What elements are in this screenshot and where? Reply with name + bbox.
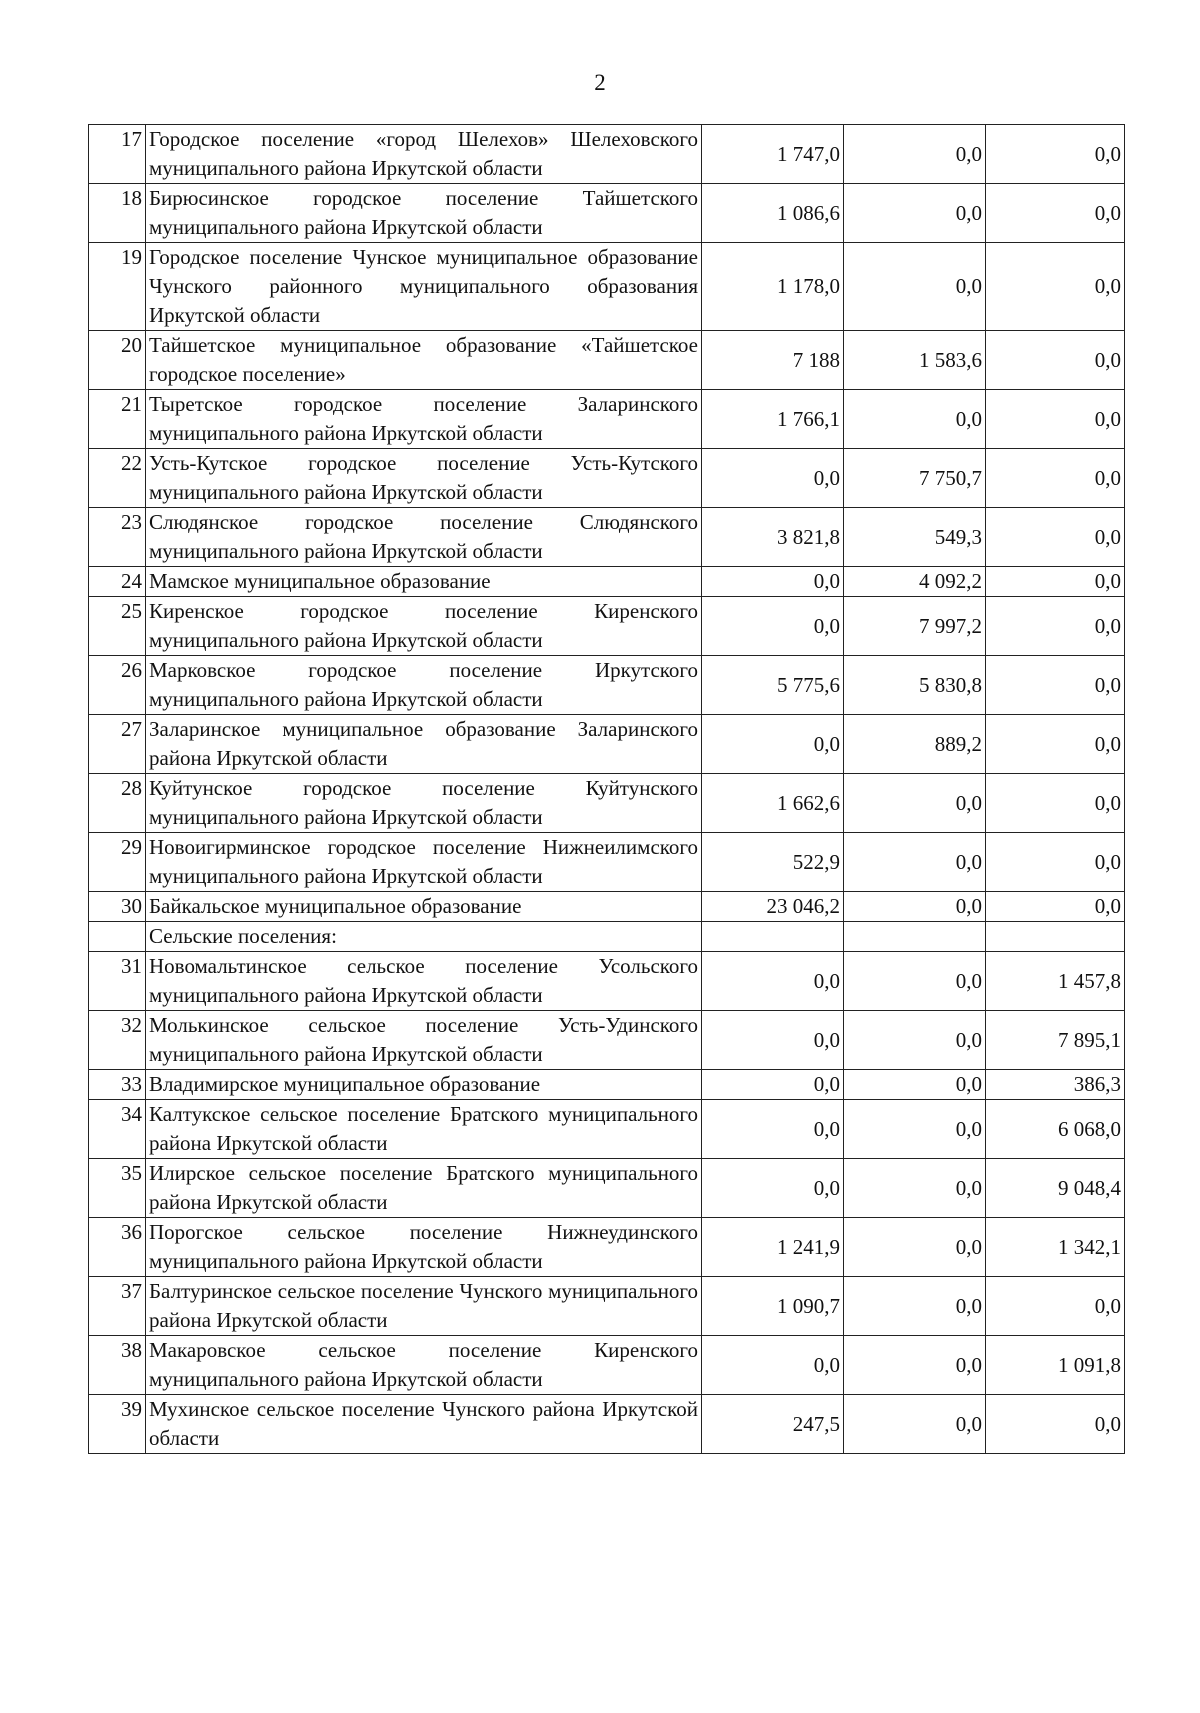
settlement-name: Порогское сельское поселение Нижнеудинского муниципального района Иркутской области	[146, 1218, 702, 1277]
table-row	[89, 1218, 1125, 1277]
value-col-1: 1 241,9	[702, 1218, 844, 1277]
value-col-3: 1 342,1	[986, 1218, 1125, 1277]
settlement-name: Усть-Кутское городское поселение Усть-Кутского муниципального района Иркутской области	[146, 449, 702, 508]
settlement-name: Байкальское муниципальное образование	[146, 892, 702, 922]
value-col-1: 0,0	[702, 567, 844, 597]
value-col-1: 0,0	[702, 449, 844, 508]
row-number: 28	[89, 774, 146, 833]
row-number: 31	[89, 952, 146, 1011]
table-row	[89, 1159, 1125, 1218]
table-row	[89, 1395, 1125, 1454]
value-col-3: 0,0	[986, 567, 1125, 597]
section-num-cell	[89, 922, 146, 952]
value-col-2: 0,0	[844, 184, 986, 243]
table-row	[89, 125, 1125, 184]
value-col-1: 0,0	[702, 1070, 844, 1100]
settlement-name: Слюдянское городское поселение Слюдянского муниципального района Иркутской области	[146, 508, 702, 567]
table-row	[89, 597, 1125, 656]
value-col-1: 1 747,0	[702, 125, 844, 184]
value-col-3: 9 048,4	[986, 1159, 1125, 1218]
row-number: 20	[89, 331, 146, 390]
settlement-name: Тыретское городское поселение Заларинского муниципального района Иркутской области	[146, 390, 702, 449]
settlement-name: Куйтунское городское поселение Куйтунского муниципального района Иркутской области	[146, 774, 702, 833]
settlement-name: Мамское муниципальное образование	[146, 567, 702, 597]
table-row	[89, 715, 1125, 774]
allocation-table	[88, 124, 1125, 1454]
row-number: 29	[89, 833, 146, 892]
row-number: 30	[89, 892, 146, 922]
value-col-1: 3 821,8	[702, 508, 844, 567]
value-col-1: 0,0	[702, 1100, 844, 1159]
value-col-1: 0,0	[702, 1336, 844, 1395]
value-col-2: 0,0	[844, 1277, 986, 1336]
value-col-2: 7 997,2	[844, 597, 986, 656]
value-col-2: 4 092,2	[844, 567, 986, 597]
value-col-1: 0,0	[702, 715, 844, 774]
value-col-3: 0,0	[986, 390, 1125, 449]
value-col-2: 0,0	[844, 1011, 986, 1070]
settlement-name: Марковское городское поселение Иркутского муниципального района Иркутской области	[146, 656, 702, 715]
settlement-name: Молькинское сельское поселение Усть-Удинского муниципального района Иркутской области	[146, 1011, 702, 1070]
table-row	[89, 331, 1125, 390]
value-col-3: 0,0	[986, 715, 1125, 774]
value-col-2: 0,0	[844, 1336, 986, 1395]
value-col-1: 0,0	[702, 1159, 844, 1218]
section-empty-cell	[702, 922, 844, 952]
value-col-3: 0,0	[986, 1395, 1125, 1454]
section-empty-cell	[986, 922, 1125, 952]
table-row	[89, 1100, 1125, 1159]
value-col-2: 1 583,6	[844, 331, 986, 390]
table-row	[89, 833, 1125, 892]
settlement-name: Балтуринское сельское поселение Чунского муниципального района Иркутской области	[146, 1277, 702, 1336]
row-number: 39	[89, 1395, 146, 1454]
row-number: 22	[89, 449, 146, 508]
value-col-2: 0,0	[844, 833, 986, 892]
table-row	[89, 1070, 1125, 1100]
settlement-name: Калтукское сельское поселение Братского муниципального района Иркутской области	[146, 1100, 702, 1159]
row-number: 35	[89, 1159, 146, 1218]
settlement-name: Макаровское сельское поселение Киренского муниципального района Иркутской области	[146, 1336, 702, 1395]
table-row	[89, 184, 1125, 243]
table-row	[89, 243, 1125, 331]
row-number: 36	[89, 1218, 146, 1277]
row-number: 18	[89, 184, 146, 243]
settlement-name: Заларинское муниципальное образование Заларинского района Иркутской области	[146, 715, 702, 774]
value-col-3: 0,0	[986, 774, 1125, 833]
value-col-3: 0,0	[986, 892, 1125, 922]
row-number: 37	[89, 1277, 146, 1336]
value-col-1: 1 090,7	[702, 1277, 844, 1336]
row-number: 38	[89, 1336, 146, 1395]
value-col-2: 0,0	[844, 1070, 986, 1100]
page-number: 2	[594, 70, 606, 95]
value-col-3: 0,0	[986, 243, 1125, 331]
settlement-name: Киренское городское поселение Киренского муниципального района Иркутской области	[146, 597, 702, 656]
value-col-3: 0,0	[986, 184, 1125, 243]
value-col-2: 0,0	[844, 1100, 986, 1159]
row-number: 24	[89, 567, 146, 597]
value-col-3: 0,0	[986, 125, 1125, 184]
value-col-1: 23 046,2	[702, 892, 844, 922]
table-row	[89, 508, 1125, 567]
row-number: 34	[89, 1100, 146, 1159]
table-row	[89, 1011, 1125, 1070]
section-label: Сельские поселения:	[146, 922, 702, 952]
value-col-3: 0,0	[986, 1277, 1125, 1336]
rural-section-header	[89, 922, 1125, 952]
settlement-name: Бирюсинское городское поселение Тайшетского муниципального района Иркутской области	[146, 184, 702, 243]
value-col-3: 1 457,8	[986, 952, 1125, 1011]
value-col-1: 1 086,6	[702, 184, 844, 243]
value-col-3: 6 068,0	[986, 1100, 1125, 1159]
urban-settlements-body	[89, 125, 1125, 922]
row-number: 17	[89, 125, 146, 184]
settlement-name: Илирское сельское поселение Братского муниципального района Иркутской области	[146, 1159, 702, 1218]
table-row	[89, 1277, 1125, 1336]
section-empty-cell	[844, 922, 986, 952]
row-number: 21	[89, 390, 146, 449]
rural-settlements-body	[89, 952, 1125, 1454]
settlement-name: Новомальтинское сельское поселение Усольского муниципального района Иркутской области	[146, 952, 702, 1011]
value-col-2: 889,2	[844, 715, 986, 774]
table-row	[89, 656, 1125, 715]
row-number: 23	[89, 508, 146, 567]
settlement-name: Городское поселение «город Шелехов» Шелеховского муниципального района Иркутской области	[146, 125, 702, 184]
value-col-1: 1 662,6	[702, 774, 844, 833]
settlement-name: Новоигирминское городское поселение Нижнеилимского муниципального района Иркутской области	[146, 833, 702, 892]
value-col-3: 0,0	[986, 508, 1125, 567]
settlement-name: Городское поселение Чунское муниципальное образование Чунского районного муниципального образования Иркутской области	[146, 243, 702, 331]
value-col-1: 0,0	[702, 597, 844, 656]
row-number: 27	[89, 715, 146, 774]
row-number: 19	[89, 243, 146, 331]
table-row	[89, 1336, 1125, 1395]
value-col-2: 0,0	[844, 1159, 986, 1218]
value-col-2: 0,0	[844, 1395, 986, 1454]
value-col-1: 522,9	[702, 833, 844, 892]
value-col-2: 0,0	[844, 952, 986, 1011]
table-row	[89, 952, 1125, 1011]
table-row	[89, 390, 1125, 449]
table-row	[89, 774, 1125, 833]
value-col-1: 5 775,6	[702, 656, 844, 715]
value-col-2: 0,0	[844, 1218, 986, 1277]
value-col-1: 1 178,0	[702, 243, 844, 331]
value-col-2: 0,0	[844, 390, 986, 449]
value-col-3: 1 091,8	[986, 1336, 1125, 1395]
row-number: 26	[89, 656, 146, 715]
section-row	[89, 922, 1125, 952]
value-col-2: 0,0	[844, 892, 986, 922]
settlement-name: Владимирское муниципальное образование	[146, 1070, 702, 1100]
value-col-3: 0,0	[986, 449, 1125, 508]
row-number: 33	[89, 1070, 146, 1100]
value-col-1: 0,0	[702, 952, 844, 1011]
value-col-2: 5 830,8	[844, 656, 986, 715]
value-col-3: 0,0	[986, 656, 1125, 715]
value-col-2: 7 750,7	[844, 449, 986, 508]
value-col-3: 0,0	[986, 833, 1125, 892]
value-col-3: 0,0	[986, 597, 1125, 656]
value-col-2: 0,0	[844, 243, 986, 331]
value-col-1: 0,0	[702, 1011, 844, 1070]
row-number: 32	[89, 1011, 146, 1070]
value-col-1: 247,5	[702, 1395, 844, 1454]
value-col-1: 7 188	[702, 331, 844, 390]
settlement-name: Мухинское сельское поселение Чунского района Иркутской области	[146, 1395, 702, 1454]
value-col-3: 7 895,1	[986, 1011, 1125, 1070]
row-number: 25	[89, 597, 146, 656]
value-col-3: 0,0	[986, 331, 1125, 390]
table-row	[89, 892, 1125, 922]
value-col-2: 0,0	[844, 125, 986, 184]
settlement-name: Тайшетское муниципальное образование «Тайшетское городское поселение»	[146, 331, 702, 390]
value-col-1: 1 766,1	[702, 390, 844, 449]
value-col-3: 386,3	[986, 1070, 1125, 1100]
value-col-2: 549,3	[844, 508, 986, 567]
table-row	[89, 449, 1125, 508]
table-row	[89, 567, 1125, 597]
value-col-2: 0,0	[844, 774, 986, 833]
